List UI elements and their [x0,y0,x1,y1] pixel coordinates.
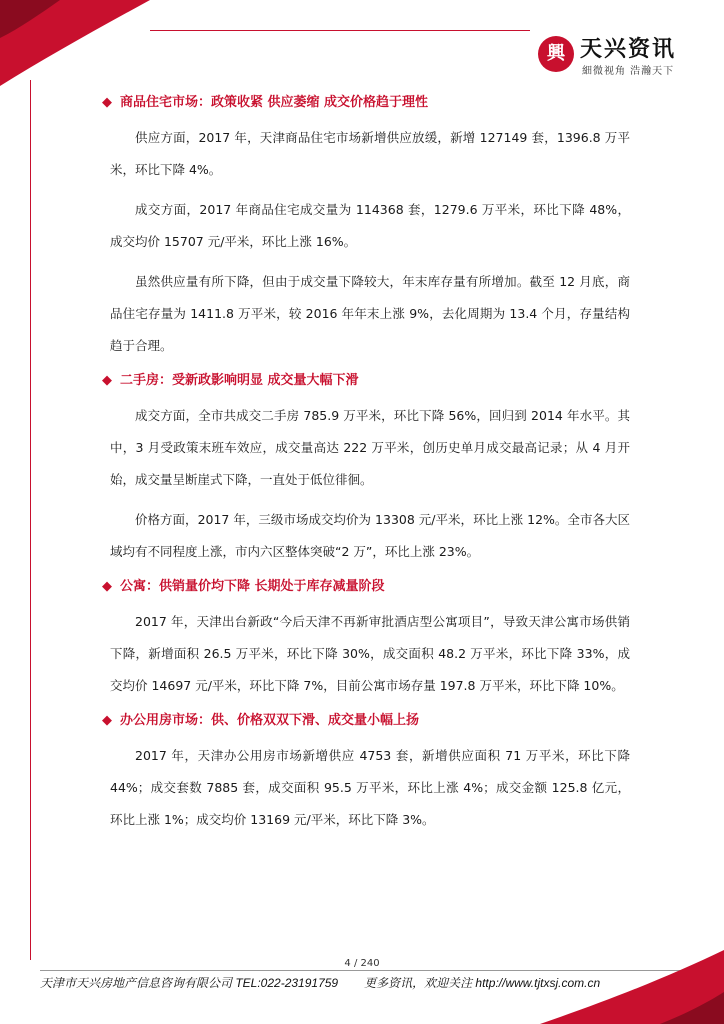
logo-name: 天兴资讯 [580,36,677,62]
paragraph: 成交方面，2017 年商品住宅成交量为 114368 套，1279.6 万平米，环比下降 48%，成交均价 15707 元/平米，环比上涨 16%。 [110,202,630,249]
diamond-bullet-icon: ◆ [102,579,112,594]
paragraph: 虽然供应量有所下降，但由于成交量下降较大，年末库存量有所增加。截至 12 月底，商品住宅存量为 1411.8 万平米，较 2016 年年末上涨 9%，去化周期为 13.4 个月，存量结构趋于合理。 [110,274,630,353]
footer-website[interactable]: 更多资讯，欢迎关注 http://www.tjtxsj.com.cn [364,976,601,990]
section-heading [102,710,630,732]
section-apartment [102,576,630,702]
section-office [102,710,630,836]
diamond-bullet-icon: ◆ [102,713,112,728]
frame-left-line [30,80,31,960]
page-number: 4 / 240 [344,958,380,969]
footer-swoosh-decoration [0,930,724,1024]
footer-company: 天津市天兴房地产信息咨询有限公司 TEL:022-23191759 [40,976,339,990]
section-heading-text: 办公用房市场：供、价格双双下滑、成交量小幅上扬 [120,713,420,728]
section-heading-text: 二手房：受新政影响明显 成交量大幅下滑 [120,373,359,388]
section-heading-text: 商品住宅市场：政策收紧 供应萎缩 成交价格趋于理性 [120,95,429,110]
section-heading [102,370,630,392]
logo-slogan: 細微视角 浩瀚天下 [582,66,675,77]
company-logo [538,30,688,80]
paragraph: 2017 年，天津出台新政“今后天津不再新审批酒店型公寓项目”，导致天津公寓市场供销下降，新增面积 26.5 万平米，环比下降 30%，成交面积 48.2 万平米，环比下降 33%，成交均价 14697 元/平米，环比下降 7%，目前公寓市场存量 197.8 万平米，环比下降 10%。 [110,614,630,693]
paragraph: 2017 年，天津办公用房市场新增供应 4753 套，新增供应面积 71 万平米，环比下降 44%；成交套数 7885 套，成交面积 95.5 万平米，环比上涨 4%；成交金额 125.8 亿元，环比上涨 1%；成交均价 13169 元/平米，环比下降 3%。 [110,748,630,827]
section-heading-text: 公寓：供销量价均下降 长期处于库存减量阶段 [120,579,385,594]
main-content [102,92,630,844]
paragraph: 供应方面，2017 年，天津商品住宅市场新增供应放缓，新增 127149 套，1396.8 万平米，环比下降 4%。 [110,130,630,177]
diamond-bullet-icon: ◆ [102,95,112,110]
diamond-bullet-icon: ◆ [102,373,112,388]
section-second-hand [102,370,630,568]
paragraph: 成交方面，全市共成交二手房 785.9 万平米，环比下降 56%，回归到 2014 年水平。其中，3 月受政策末班车效应，成交量高达 222 万平米，创历史单月成交最高记录；从 4 月开始，成交量呈断崖式下降，一直处于低位徘徊。 [110,408,630,487]
paragraph: 价格方面，2017 年，三级市场成交均价为 13308 元/平米，环比上涨 12%。全市各大区域均有不同程度上涨，市内六区整体突破“2 万”，环比上涨 23%。 [110,512,630,559]
section-heading [102,92,630,114]
section-heading [102,576,630,598]
frame-top-line [150,30,530,31]
logo-seal-icon: 興 [538,36,574,72]
section-residential [102,92,630,362]
